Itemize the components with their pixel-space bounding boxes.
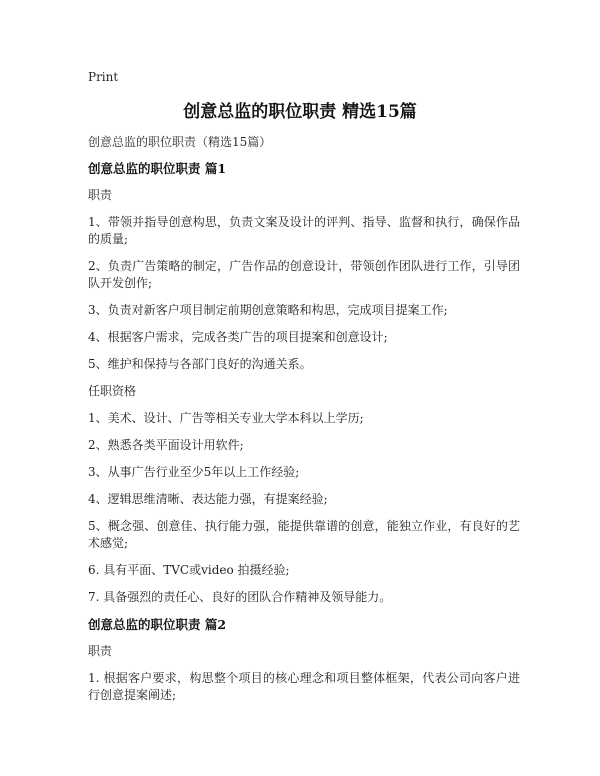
qualifications-label: 任职资格 [88,384,137,398]
duty-item: 3、负责对新客户项目制定前期创意策略和构思，完成项目提案工作; [88,303,448,317]
duties-label: 职责 [88,644,113,658]
document-body [88,160,520,714]
qualification-item: 5、概念强、创意佳、执行能力强，能提供靠谱的创意，能独立作业，有良好的艺术感觉; [88,519,520,550]
page-title: 创意总监的职位职责 精选15篇 [183,102,417,122]
print-label: Print [88,70,119,84]
duty-item: 2、负责广告策略的制定，广告作品的创意设计，带领创作团队进行工作，引导团队开发创作; [88,259,520,290]
qualification-item: 3、从事广告行业至少5年以上工作经验; [88,465,300,479]
qualification-item: 7. 具备强烈的责任心、良好的团队合作精神及领导能力。 [88,590,392,604]
section-heading: 创意总监的职位职责 篇1 [88,161,227,176]
duty-item: 5、维护和保持与各部门良好的沟通关系。 [88,357,312,371]
qualification-item: 4、逻辑思维清晰、表达能力强，有提案经验; [88,492,328,506]
qualification-item: 6. 具有平面、TVC或video 拍摄经验; [88,563,290,577]
duty-item: 4、根据客户需求，完成各类广告的项目提案和创意设计; [88,330,388,344]
section-heading: 创意总监的职位职责 篇2 [88,617,227,632]
qualification-item: 2、熟悉各类平面设计用软件; [88,438,244,452]
qualification-item: 1、美术、设计、广告等相关专业大学本科以上学历; [88,411,364,425]
document-subtitle: 创意总监的职位职责（精选15篇） [88,135,272,149]
duty-item: 1、带领并指导创意构思，负责文案及设计的评判、指导、监督和执行，确保作品的质量; [88,215,520,246]
duty-item: 1. 根据客户要求，构思整个项目的核心理念和项目整体框架，代表公司向客户进行创意提案阐述; [88,671,520,702]
duties-label: 职责 [88,188,113,202]
